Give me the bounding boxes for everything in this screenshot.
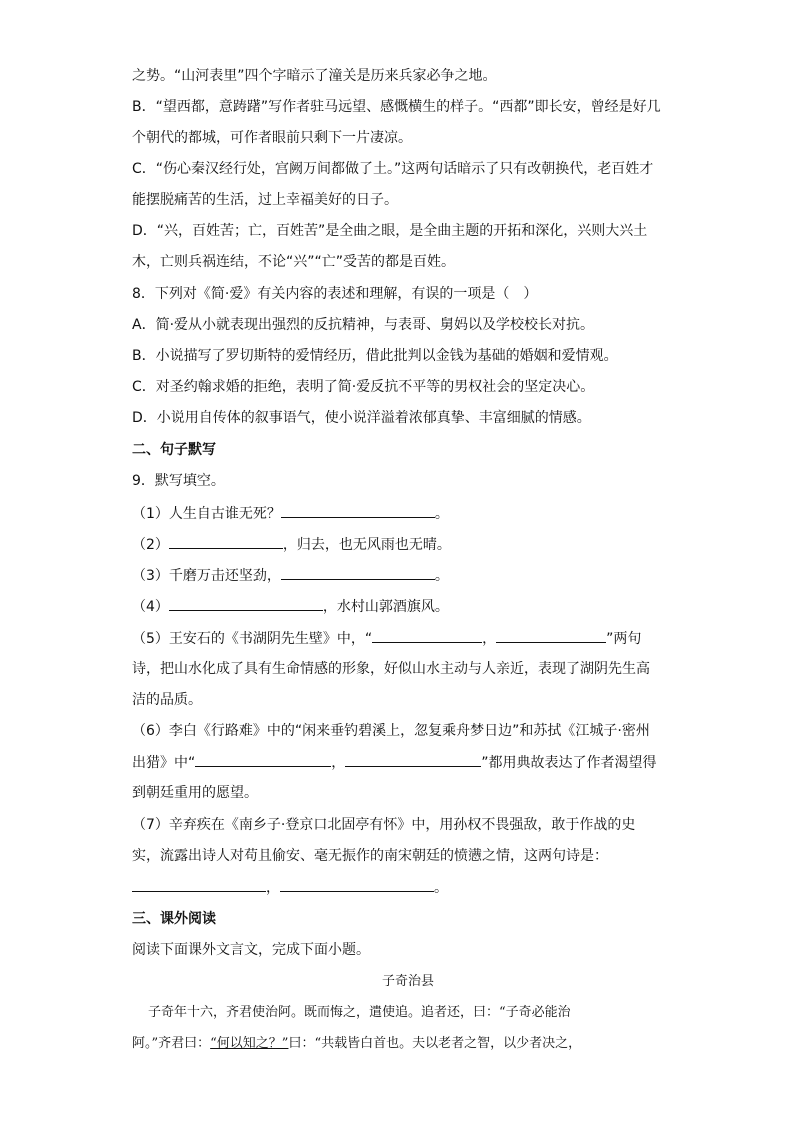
q9-item-4-text: ，水村山郭酒旗风。 [322,599,449,615]
q7-option-c: C．“伤心秦汉经行处，宫阙万间都做了土。”这两句话暗示了只有改朝换代，老百姓才 [132,161,654,177]
q9-item-3-end: 。 [434,568,449,584]
passage-line-2-a: 阿。”齐君曰： [132,1036,211,1051]
q9-item-6-comma: ， [331,755,346,771]
q7-option-d-cont: 木，亡则兵祸连结，不论“兴”“亡”受苦的都是百姓。 [132,254,456,270]
q9-item-6-end: ”都用典故表达了作者渴望得 [481,755,657,771]
q9-item-2-label: （2） [132,537,169,553]
q9-item-5-cont2: 洁的品质。 [132,692,202,708]
q9-stem: 9．默写填空。 [132,473,225,489]
section-2-title: 二、句子默写 [132,442,216,458]
q9-item-7-cont: 实，流露出诗人对苟且偷安、毫无振作的南宋朝廷的愤懑之情，这两句诗是： [132,848,608,864]
q9-item-6-cont2: 到朝廷重用的愿望。 [132,785,258,801]
q9-item-1-end: 。 [434,506,449,522]
q8-option-c: C．对圣约翰求婚的拒绝，表明了简·爱反抗不平等的男权社会的坚定决心。 [132,379,595,395]
q9-item-4 [132,596,449,617]
q9-item-3-text: （3）千磨万击还坚劲， [132,568,281,584]
section-3-title: 三、课外阅读 [132,911,216,927]
q9-item-2-text: ，归去，也无风雨也无晴。 [282,537,451,553]
passage-title: 子奇治县 [382,974,435,989]
q9-item-5-text: （5）王安石的《书湖阴先生壁》中，“ [132,631,373,647]
blank-6b[interactable] [345,752,481,767]
blank-7a[interactable] [132,877,266,892]
blank-7b[interactable] [280,877,434,892]
passage-line-2-b: 曰：“共载皆白首也。夫以老者之智，以少者决之， [288,1036,582,1051]
q9-item-7: （7）辛弃疾在《南乡子·登京口北固亭有怀》中，用孙权不畏强敌，敢于作战的史 [132,817,636,833]
q9-item-2 [132,534,451,555]
q9-item-4-label: （4） [132,599,169,615]
blank-3[interactable] [281,565,435,580]
blank-1[interactable] [281,503,435,518]
blank-4[interactable] [169,596,323,611]
passage-line-1: 子奇年十六，齐君使治阿。既而悔之，遣使追。追者还，曰：“子奇必能治 [148,1005,571,1020]
q8-option-b: B．小说描写了罗切斯特的爱情经历，借此批判以金钱为基础的婚姻和爱情观。 [132,348,618,364]
q9-item-5-cont: 诗，把山水化成了具有生命情感的形象，好似山水主动与人亲近，表现了湖阴先生高 [132,661,650,677]
q9-item-1-text: （1）人生自古谁无死？ [132,506,281,522]
q7-option-c-cont: 能摆脱痛苦的生活，过上幸福美好的日子。 [132,192,398,208]
q9-item-6: （6）李白《行路难》中的“闲来垂钓碧溪上，忽复乘舟梦日边”和苏拭《江城子·密州 [132,723,650,739]
passage-line-2 [132,1034,581,1054]
q9-item-7-end: 。 [434,880,448,896]
q7-option-b-cont: 个朝代的都城，可作者眼前只剩下一片凄凉。 [132,130,412,146]
q8-option-d: D．小说用自传体的叙事语气，使小说洋溢着浓郁真挚、丰富细腻的情感。 [132,410,591,426]
q9-item-5-end: ”两句 [606,631,642,647]
passage-underlined-question: “何以知之？” [210,1036,289,1051]
q9-item-6-cont [132,752,657,773]
q7-option-b: B．“望西都，意踌躇”写作者驻马远望、感慨横生的样子。“西都”即长安，曾经是好几 [132,99,661,115]
q7-option-d: D．“兴，百姓苦；亡，百姓苦”是全曲之眼，是全曲主题的开拓和深化，兴则大兴土 [132,223,648,239]
q7-option-a-tail: 之势。“山河表里”四个字暗示了潼关是历来兵家必争之地。 [132,68,497,84]
blank-2[interactable] [169,534,283,549]
q8-stem: 8．下列对《简·爱》有关内容的表述和理解，有误的一项是（ ） [132,286,538,302]
q9-item-6-text: 出猎》中“ [132,755,196,771]
q8-option-a: A．简·爱从小就表现出强烈的反抗精神，与表哥、舅妈以及学校校长对抗。 [132,317,595,333]
section-3-intro: 阅读下面课外文言文，完成下面小题。 [132,942,370,958]
blank-5b[interactable] [496,628,606,643]
q9-item-5-comma: ， [482,631,497,647]
blank-6a[interactable] [195,752,331,767]
q9-item-5 [132,628,641,649]
q9-item-7-comma: ， [266,880,280,896]
q9-item-1 [132,503,449,524]
blank-5a[interactable] [372,628,482,643]
q9-item-3 [132,565,449,586]
q9-item-7-blanks [132,877,448,898]
